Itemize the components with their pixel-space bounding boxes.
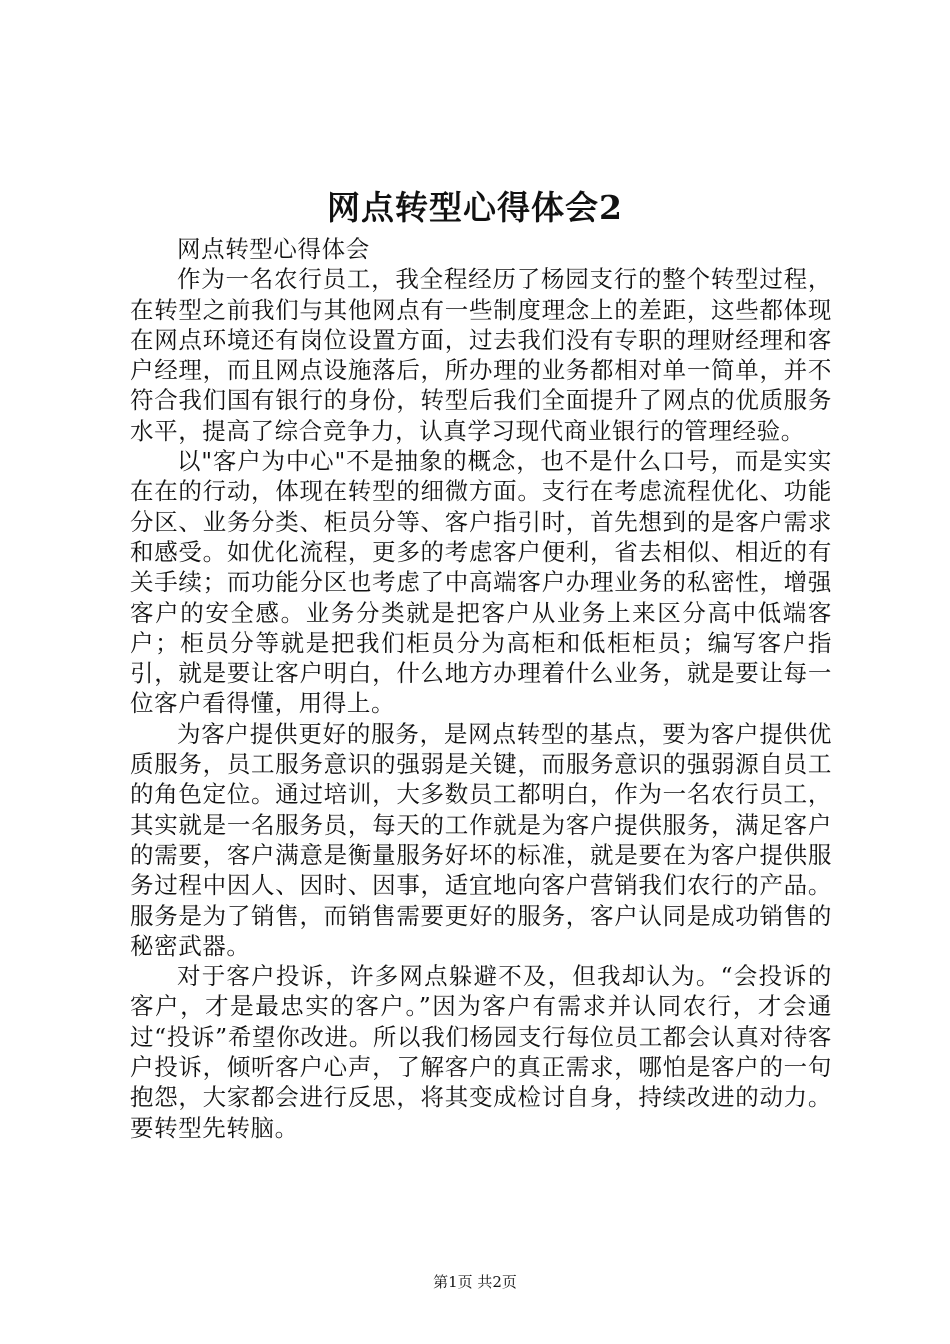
document-subtitle: 网点转型心得体会 (177, 235, 370, 263)
document-title: 网点转型心得体会2 (327, 188, 623, 227)
paragraph: 为客户提供更好的服务，是网点转型的基点，要为客户提供优质服务，员工服务意识的强弱是关键，而服务意识的强弱源自员工的角色定位。通过培训，大多数员工都明白，作为一名农行员工，其实就是一名服务员，每天的工作就是为客户提供服务，满足客户的需要，客户满意是衡量服务好坏的标准，就是要在为客户提供服务过程中因人、因时、因事，适宜地向客户营销我们农行的产品。服务是为了销售，而销售需要更好的服务，客户认同是成功销售的秘密武器。 (130, 719, 832, 960)
paragraph: 以"客户为中心"不是抽象的概念，也不是什么口号，而是实实在在的行动，体现在转型的细微方面。支行在考虑流程优化、功能分区、业务分类、柜员分等、客户指引时，首先想到的是客户需求和感受。如优化流程，更多的考虑客户便利，省去相似、相近的有关手续；而功能分区也考虑了中高端客户办理业务的私密性，增强客户的安全感。业务分类就是把客户从业务上来区分高中低端客户；柜员分等就是把我们柜员分为高柜和低柜柜员；编写客户指引，就是要让客户明白，什么地方办理着什么业务，就是要让每一位客户看得懂，用得上。 (130, 447, 832, 718)
paragraph: 对于客户投诉，许多网点躲避不及，但我却认为。“会投诉的客户，才是最忠实的客户。”因为客户有需求并认同农行，才会通过“投诉”希望你改进。所以我们杨园支行每位员工都会认真对待客户投诉，倾听客户心声，了解客户的真正需求，哪怕是客户的一句抱怨，大家都会进行反思，将其变成检讨自身，持续改进的动力。要转型先转脑。 (130, 962, 832, 1142)
paragraph: 作为一名农行员工，我全程经历了杨园支行的整个转型过程，在转型之前我们与其他网点有一些制度理念上的差距，这些都体现在网点环境还有岗位设置方面，过去我们没有专职的理财经理和客户经理，而且网点设施落后，所办理的业务都相对单一简单，并不符合我们国有银行的身份，转型后我们全面提升了网点的优质服务水平，提高了综合竞争力，认真学习现代商业银行的管理经验。 (130, 265, 832, 445)
page-number-footer: 第1页 共2页 (433, 1273, 517, 1291)
document-body (130, 234, 832, 1143)
